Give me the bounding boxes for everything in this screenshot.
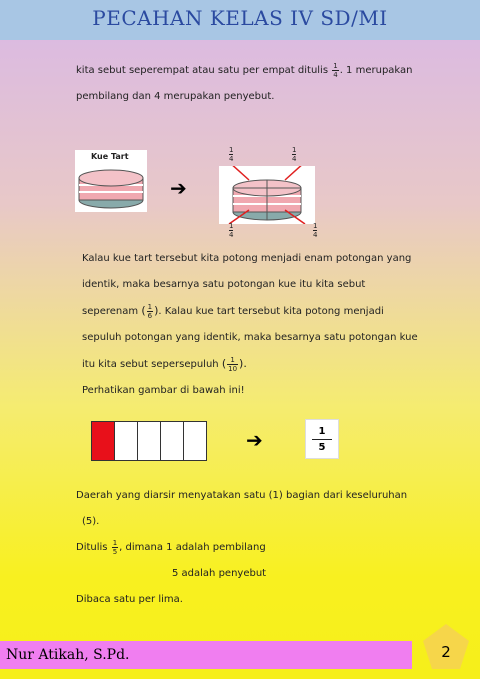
quarter-label-top-left: 1 4 xyxy=(229,146,234,163)
cake-label: Kue Tart xyxy=(91,152,129,161)
bar-cell-shaded xyxy=(92,422,114,460)
quarter-label-bottom-right: 1 4 xyxy=(313,222,318,239)
author-name: Nur Atikah, S.Pd. xyxy=(6,647,130,663)
quartered-cake-image xyxy=(219,166,315,224)
fraction-one-fifth-box: $\frac{1}{5}$ xyxy=(305,419,339,459)
para3-line1: Daerah yang diarsir menyatakan satu (1) bagian dari keseluruhan xyxy=(76,490,408,501)
bar-cell xyxy=(137,422,160,460)
bar-cell xyxy=(114,422,137,460)
para2-line3-end: . Kalau kue tart tersebut kita potong menjadi xyxy=(158,306,384,317)
para3-line3: Ditulis xyxy=(76,542,108,553)
cake-fraction-paragraph: Kalau kue tart tersebut kita potong menjadi enam potongan yang identik, maka besarnya satu potongan kue itu kita sebut seperenam ( $\frac{1}{6}$ ). Kalau kue tart tersebut kita potong menjadi sepuluh potongan yang identik, maka besarnya satu potongan kue itu kita sebut sepersepuluh ( $\frac{1}{10}$ ). Perhatikan gambar di bawah ini! xyxy=(82,253,418,396)
quarter-label-bottom-left: 1 4 xyxy=(229,222,234,239)
para2-line4: sepuluh potongan yang identik, maka besarnya satu potongan kue xyxy=(82,332,418,343)
para2-line6: Perhatikan gambar di bawah ini! xyxy=(82,385,245,396)
intro-line1-text: kita sebut seperempat atau satu per empat ditulis xyxy=(76,65,329,76)
cake-icon xyxy=(75,150,147,212)
fraction-one-tenth: $\frac{1}{10}$ xyxy=(228,355,238,373)
para2-line3: seperenam xyxy=(82,306,139,317)
header-bar xyxy=(0,0,480,40)
cut-cake-icon xyxy=(219,166,315,224)
intro-line1-end: . 1 merupakan xyxy=(339,65,413,76)
arrow-right-icon: ➔ xyxy=(246,428,263,452)
arrow-right-icon: ➔ xyxy=(170,176,187,200)
page-title: PECAHAN KELAS IV SD/MI xyxy=(92,6,388,30)
footer-bar xyxy=(0,641,412,669)
para3-line5: Dibaca satu per lima. xyxy=(76,594,183,605)
quarter-label-top-right: 1 4 xyxy=(292,146,297,163)
shaded-explanation-paragraph xyxy=(76,483,426,613)
para3-line4: 5 adalah penyebut xyxy=(172,568,267,579)
para2-line1: Kalau kue tart tersebut kita potong menjadi enam potongan yang xyxy=(82,253,412,264)
para2-line5: itu kita sebut sepersepuluh xyxy=(82,359,219,370)
intro-line2-text: pembilang dan 4 merupakan penyebut. xyxy=(76,91,275,102)
fraction-one-quarter: $\frac{1}{4}$ xyxy=(333,61,338,79)
para3-line3-end: , dimana 1 adalah pembilang xyxy=(119,542,266,553)
bar-cell xyxy=(160,422,183,460)
whole-cake-image xyxy=(75,150,147,212)
page-number: 2 xyxy=(441,643,451,661)
bar-cell xyxy=(183,422,206,460)
fraction-bar-diagram xyxy=(91,421,207,461)
para2-line2: identik, maka besarnya satu potongan kue itu kita sebut xyxy=(82,279,366,290)
fraction-one-fifth-inline: $\frac{1}{5}$ xyxy=(112,538,118,556)
para3-line2: (5). xyxy=(82,516,100,527)
fraction-one-sixth: $\frac{1}{6}$ xyxy=(147,302,153,320)
intro-paragraph xyxy=(76,58,436,110)
